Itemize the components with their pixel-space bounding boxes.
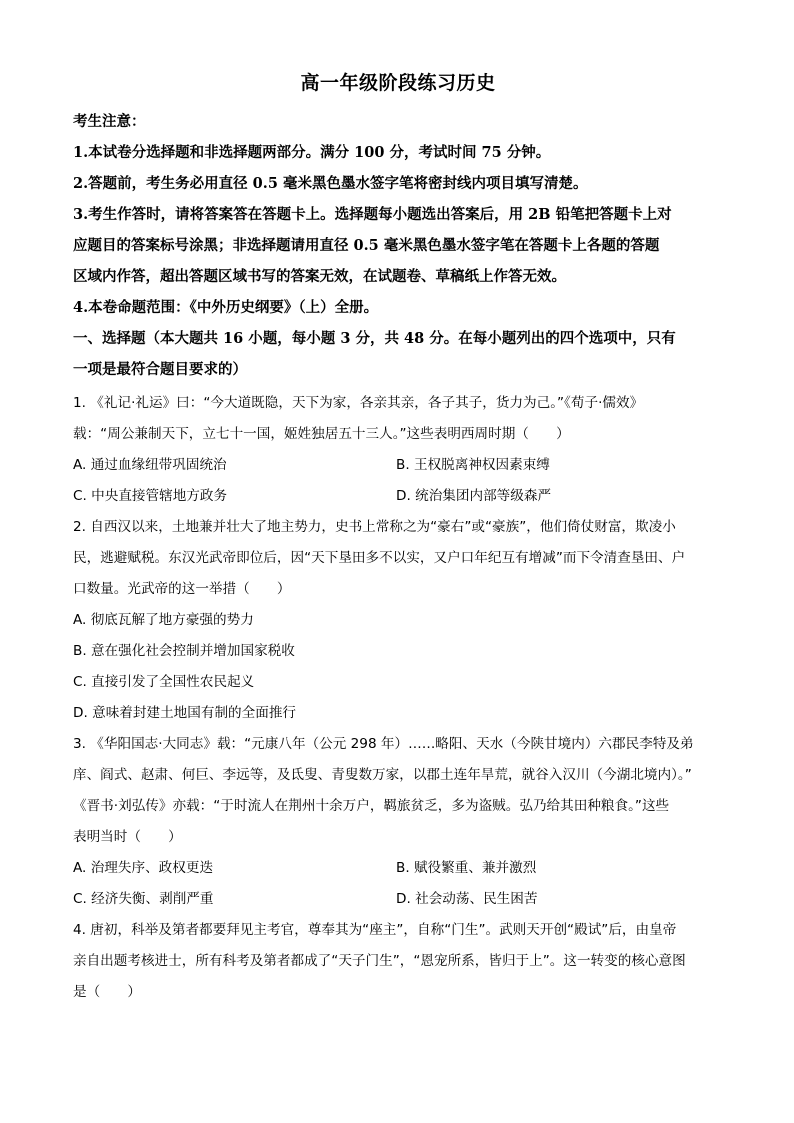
question-2-option-d: D. 意味着封建土地国有制的全面推行 bbox=[73, 705, 297, 721]
question-1-option-a: A. 通过血缘纽带巩固统治 bbox=[73, 457, 227, 473]
notice-heading: 考生注意： bbox=[73, 113, 146, 130]
question-3-stem: 庠、阎式、赵肃、何巨、李远等，及氐叟、青叟数万家，以郡土连年旱荒，就谷入汉川（今湖北境内）。” bbox=[73, 767, 692, 783]
question-3-stem: 3. 《华阳国志·大同志》载：“元康八年（公元 298 年）……略阳、天水（今陕甘境内）六郡民李特及弟 bbox=[73, 736, 694, 752]
question-4-stem: 是（ ） bbox=[73, 984, 141, 1000]
question-2-stem: 口数量。光武帝的这一举措（ ） bbox=[73, 581, 291, 597]
question-1-stem: 1. 《礼记·礼运》曰：“今大道既隐，天下为家，各亲其亲，各子其子，货力为己。”《荀子·儒效》 bbox=[73, 395, 644, 411]
notice-line: 1.本试卷分选择题和非选择题两部分。满分 100 分，考试时间 75 分钟。 bbox=[73, 144, 551, 161]
question-4-stem: 4. 唐初，科举及第者都要拜见主考官，尊奉其为“座主”，自称“门生”。武则天开创“殿试”后，由皇帝 bbox=[73, 922, 677, 938]
question-2-stem: 2. 自西汉以来，土地兼并壮大了地主势力，史书上常称之为“豪右”或“豪族”，他们倚仗财富，欺凌小 bbox=[73, 519, 676, 535]
question-2-option-c: C. 直接引发了全国性农民起义 bbox=[73, 674, 255, 690]
question-1-stem: 载：“周公兼制天下，立七十一国，姬姓独居五十三人。”这些表明西周时期（ ） bbox=[73, 426, 570, 442]
question-3-option-d: D. 社会动荡、民生困苦 bbox=[396, 891, 538, 907]
question-1-option-b: B. 王权脱离神权因素束缚 bbox=[396, 457, 550, 473]
question-3-option-b: B. 赋役繁重、兼并激烈 bbox=[396, 860, 537, 876]
notice-line: 4.本卷命题范围：《中外历史纲要》（上）全册。 bbox=[73, 299, 379, 316]
question-1-option-c: C. 中央直接管辖地方政务 bbox=[73, 488, 228, 504]
page-title: 高一年级阶段练习历史 bbox=[300, 72, 496, 94]
notice-line: 3.考生作答时，请将答案答在答题卡上。选择题每小题选出答案后，用 2B 铅笔把答题卡上对 bbox=[73, 206, 672, 223]
section-heading: 一项是最符合题目要求的） bbox=[73, 361, 247, 378]
question-3-option-a: A. 治理失序、政权更迭 bbox=[73, 860, 214, 876]
notice-line: 区域内作答，超出答题区域书写的答案无效，在试题卷、草稿纸上作答无效。 bbox=[73, 268, 566, 285]
question-3-option-c: C. 经济失衡、剥削严重 bbox=[73, 891, 214, 907]
notice-line: 2.答题前，考生务必用直径 0.5 毫米黑色墨水签字笔将密封线内项目填写清楚。 bbox=[73, 175, 588, 192]
notice-line: 应题目的答案标号涂黑；非选择题请用直径 0.5 毫米黑色墨水签字笔在答题卡上各题的答题 bbox=[73, 237, 660, 254]
question-2-option-a: A. 彻底瓦解了地方豪强的势力 bbox=[73, 612, 254, 628]
question-2-stem: 民，逃避赋税。东汉光武帝即位后，因“天下垦田多不以实，又户口年纪互有增减”而下令清查垦田、户 bbox=[73, 550, 686, 566]
question-3-stem: 《晋书·刘弘传》亦载：“于时流人在荆州十余万户，羁旅贫乏，多为盗贼。弘乃给其田种粮食。”这些 bbox=[73, 798, 670, 814]
question-4-stem: 亲自出题考核进士，所有科考及第者都成了“天子门生”，“恩宠所系，皆归于上”。这一转变的核心意图 bbox=[73, 953, 686, 969]
question-1-option-d: D. 统治集团内部等级森严 bbox=[396, 488, 552, 504]
question-3-stem: 表明当时（ ） bbox=[73, 829, 182, 845]
section-heading: 一、选择题（本大题共 16 小题，每小题 3 分，共 48 分。在每小题列出的四个选项中，只有 bbox=[73, 330, 676, 347]
question-2-option-b: B. 意在强化社会控制并增加国家税收 bbox=[73, 643, 295, 659]
